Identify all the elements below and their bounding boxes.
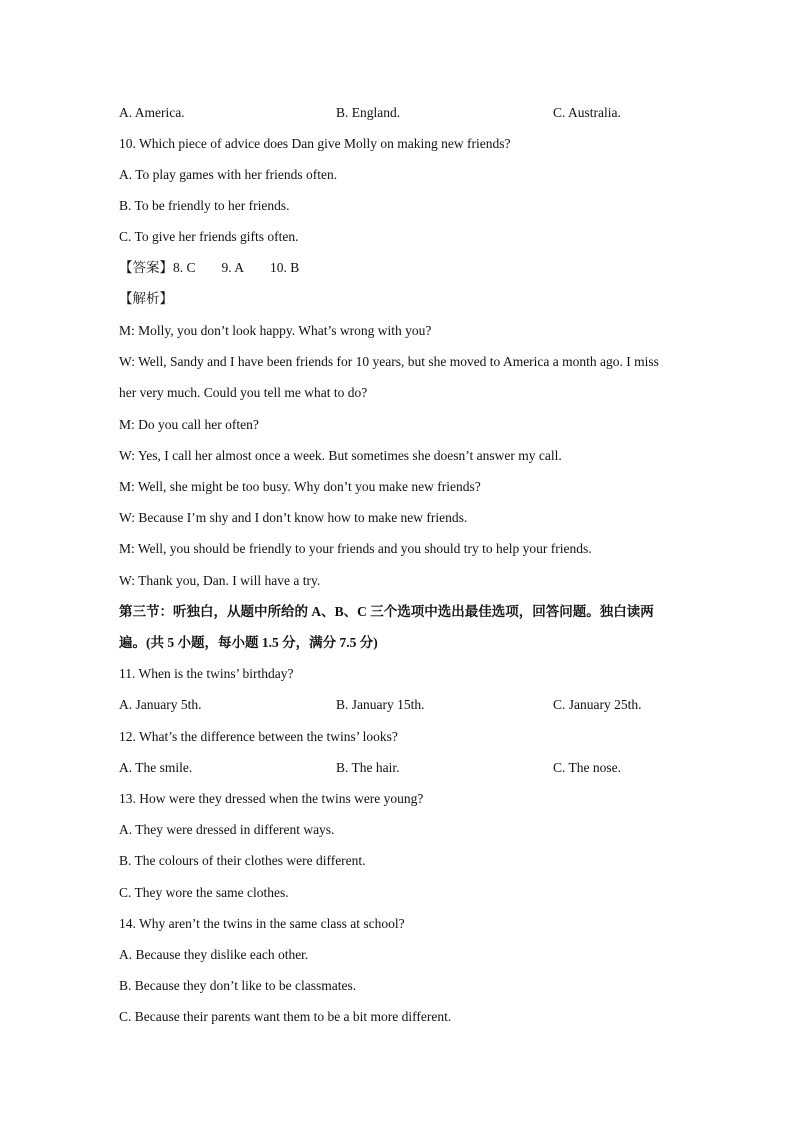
dialogue-line: W: Yes, I call her almost once a week. But sometimes she doesn’t answer my call.: [119, 448, 562, 463]
q12-option-a: A. The smile.: [119, 760, 193, 775]
dialogue-line: W: Because I’m shy and I don’t know how to make new friends.: [119, 510, 468, 525]
answer-9: 9. A: [221, 260, 245, 275]
q13-option-c: C. They wore the same clothes.: [119, 885, 289, 900]
q14-question: 14. Why aren’t the twins in the same class at school?: [119, 916, 405, 931]
q10-option-b: B. To be friendly to her friends.: [119, 198, 290, 213]
answer-10: 10. B: [270, 260, 300, 275]
q11-option-a: A. January 5th.: [119, 697, 202, 712]
dialogue-line: M: Do you call her often?: [119, 417, 259, 432]
q13-option-a: A. They were dressed in different ways.: [119, 822, 335, 837]
q9-option-c: C. Australia.: [553, 105, 621, 120]
q13-question: 13. How were they dressed when the twins were young?: [119, 791, 424, 806]
q11-option-b: B. January 15th.: [336, 697, 425, 712]
section3-heading-line2: 遍。(共 5 小题，每小题 1.5 分，满分 7.5 分): [119, 635, 378, 650]
analysis-label: 【解析】: [119, 291, 173, 306]
q12-question: 12. What’s the difference between the twins’ looks?: [119, 729, 398, 744]
dialogue-line: her very much. Could you tell me what to do?: [119, 385, 368, 400]
answer-line: [119, 259, 325, 277]
answer-label: 【答案】: [119, 260, 173, 275]
dialogue-line: M: Well, you should be friendly to your friends and you should try to help your friends.: [119, 541, 592, 556]
dialogue-line: M: Molly, you don’t look happy. What’s wrong with you?: [119, 323, 432, 338]
dialogue-line: M: Well, she might be too busy. Why don’t you make new friends?: [119, 479, 481, 494]
section3-heading-line1: 第三节：听独白，从题中所给的 A、B、C 三个选项中选出最佳选项，回答问题。独白读两: [119, 604, 654, 619]
q13-option-b: B. The colours of their clothes were different.: [119, 853, 366, 868]
q11-question: 11. When is the twins’ birthday?: [119, 666, 294, 681]
q14-option-a: A. Because they dislike each other.: [119, 947, 309, 962]
q14-option-b: B. Because they don’t like to be classmates.: [119, 978, 357, 993]
q11-option-c: C. January 25th.: [553, 697, 642, 712]
dialogue-line: W: Well, Sandy and I have been friends for 10 years, but she moved to America a month ago. I miss: [119, 354, 659, 369]
q12-option-b: B. The hair.: [336, 760, 400, 775]
q9-option-b: B. England.: [336, 105, 401, 120]
answer-8: 8. C: [173, 260, 196, 275]
q12-option-c: C. The nose.: [553, 760, 621, 775]
q10-question: 10. Which piece of advice does Dan give Molly on making new friends?: [119, 136, 511, 151]
q10-option-a: A. To play games with her friends often.: [119, 167, 338, 182]
q14-option-c: C. Because their parents want them to be a bit more different.: [119, 1009, 452, 1024]
q9-option-a: A. America.: [119, 105, 185, 120]
q10-option-c: C. To give her friends gifts often.: [119, 229, 299, 244]
dialogue-line: W: Thank you, Dan. I will have a try.: [119, 573, 321, 588]
